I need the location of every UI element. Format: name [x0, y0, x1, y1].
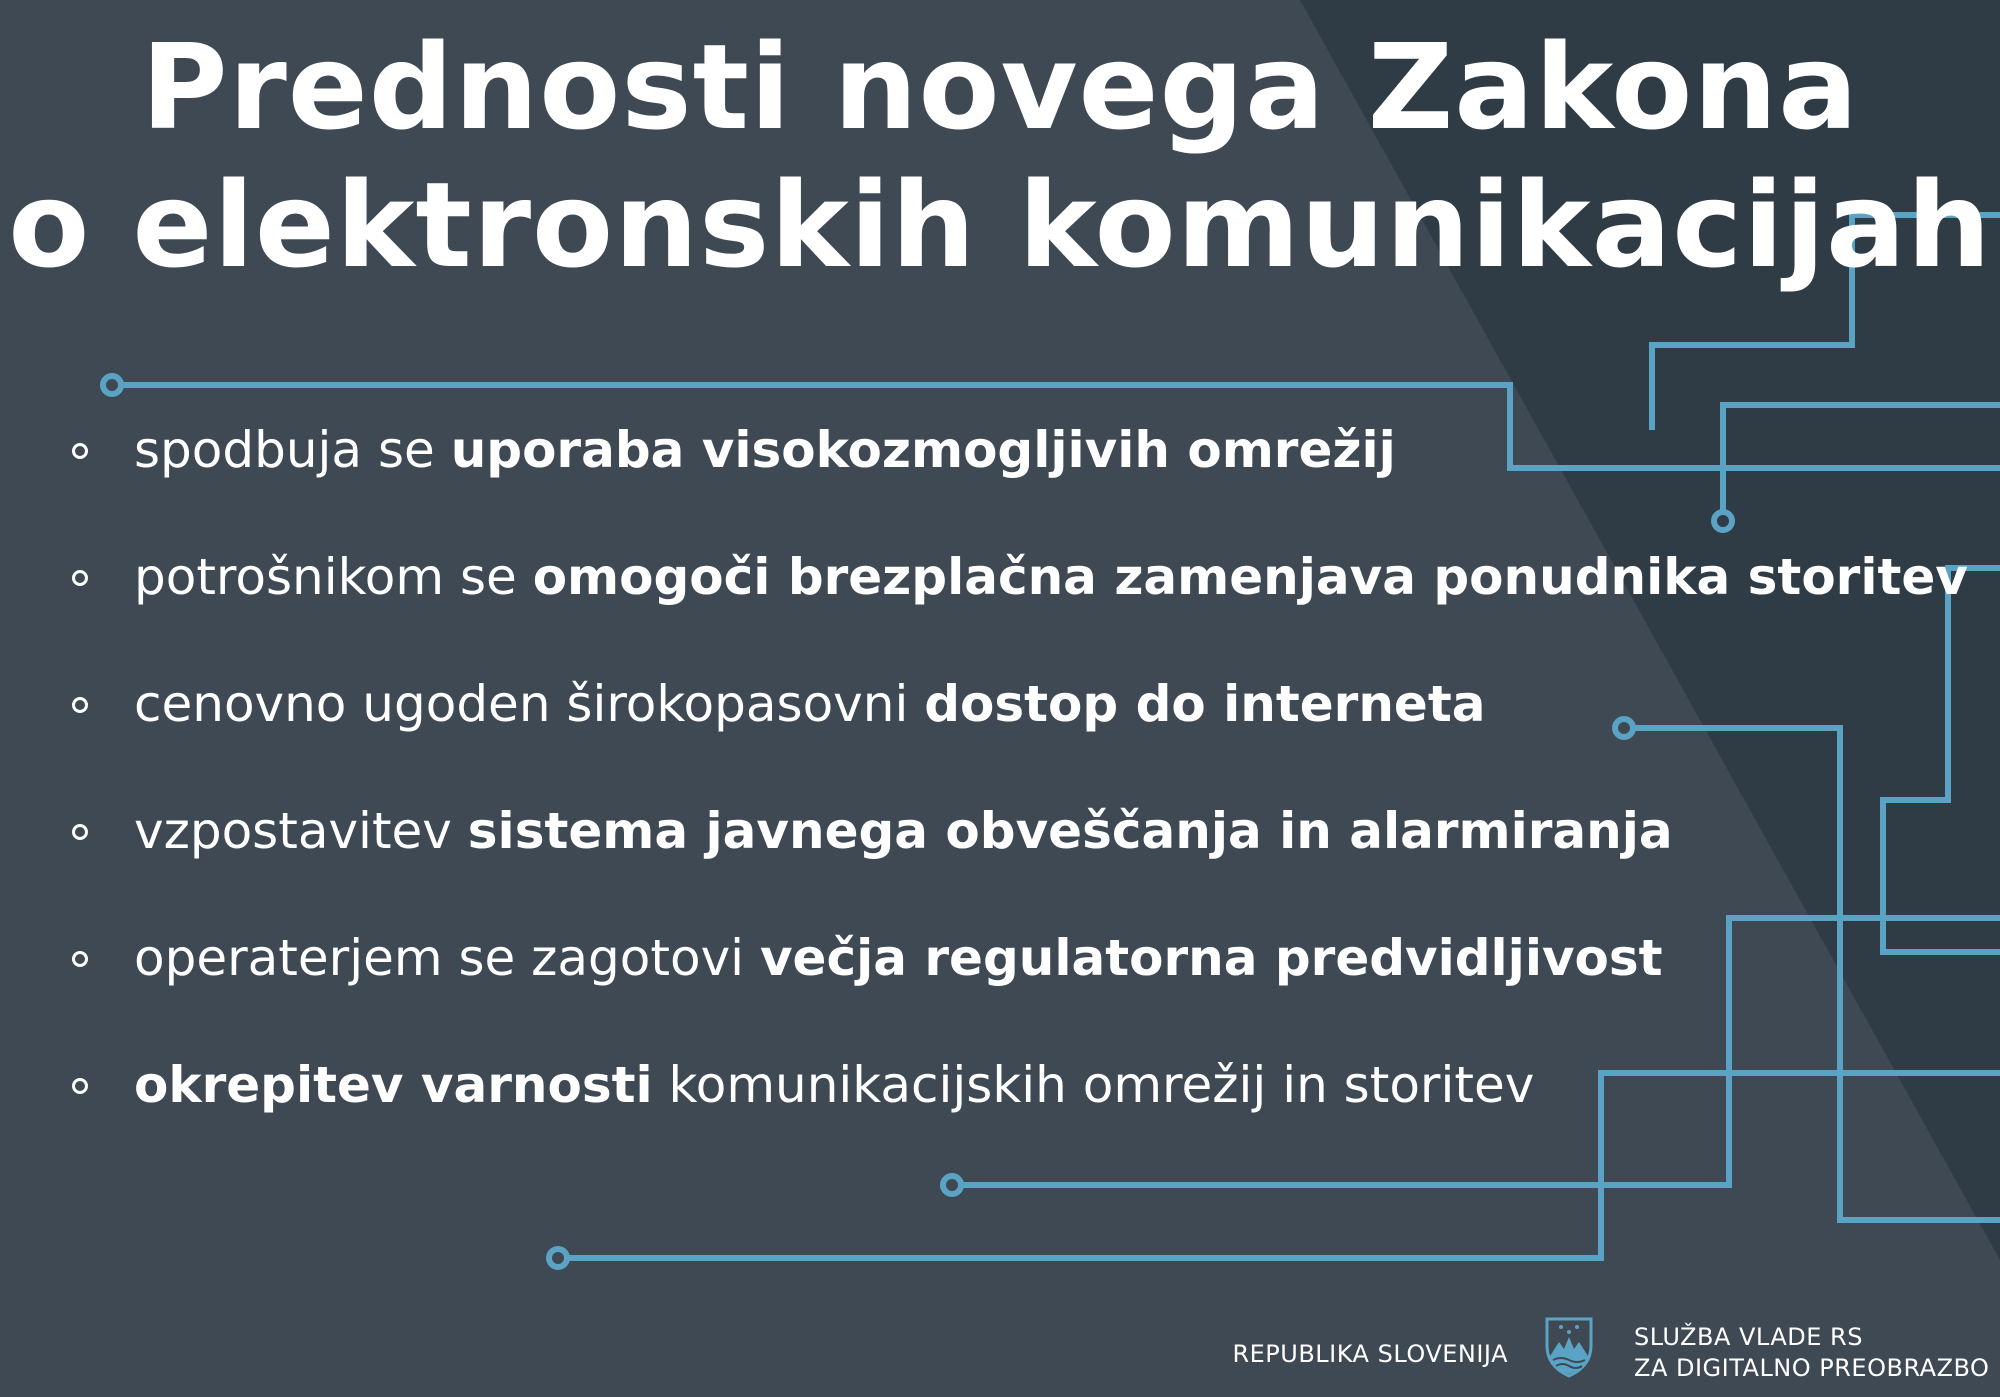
- bold-text: sistema javnega obveščanja in alarmiranja: [467, 802, 1673, 860]
- bullet-circle-icon: [72, 824, 88, 840]
- bullet-circle-icon: [72, 1078, 88, 1094]
- circuit-trace-5: [1615, 719, 2000, 1220]
- normal-text: vzpostavitev: [134, 802, 468, 860]
- normal-text: cenovno ugoden širokopasovni: [134, 675, 925, 733]
- list-item-text: [134, 400, 1396, 500]
- normal-text: operaterjem se zagotovi: [134, 929, 760, 987]
- list-item-text: [134, 908, 1663, 1008]
- footer-republika-label: REPUBLIKA SLOVENIJA: [1232, 1340, 1508, 1368]
- bullet-circle-icon: [72, 443, 88, 459]
- bold-text: dostop do interneta: [924, 675, 1486, 733]
- bullet-circle-icon: [72, 951, 88, 967]
- title-line-2: o elektronskih komunikacijah: [8, 156, 1992, 294]
- list-item-text: [134, 1035, 1534, 1135]
- list-item-text: [134, 527, 1968, 627]
- footer-office-line-1: SLUŽBA VLADE RS: [1634, 1323, 1863, 1351]
- list-item-text: [134, 654, 1486, 754]
- slovenia-coat-of-arms-icon: [1544, 1316, 1594, 1378]
- bullet-circle-icon: [72, 697, 88, 713]
- normal-text: spodbuja se: [134, 421, 451, 479]
- page-title: [0, 18, 2000, 294]
- bold-text: večja regulatorna predvidljivost: [759, 929, 1663, 987]
- bullet-circle-icon: [72, 570, 88, 586]
- bold-text: okrepitev varnosti: [134, 1056, 653, 1114]
- title-line-1: Prednosti novega Zakona: [141, 18, 1859, 156]
- bold-text: omogoči brezplačna zamenjava ponudnika storitev: [532, 548, 1968, 606]
- bold-text: uporaba visokozmogljivih omrežij: [450, 421, 1396, 479]
- footer-office-line-2: ZA DIGITALNO PREOBRAZBO: [1634, 1354, 1990, 1382]
- footer-office-name: [1634, 1322, 1989, 1384]
- list-item-text: [134, 781, 1673, 881]
- normal-text: potrošnikom se: [134, 548, 533, 606]
- normal-text: komunikacijskih omrežij in storitev: [652, 1056, 1535, 1114]
